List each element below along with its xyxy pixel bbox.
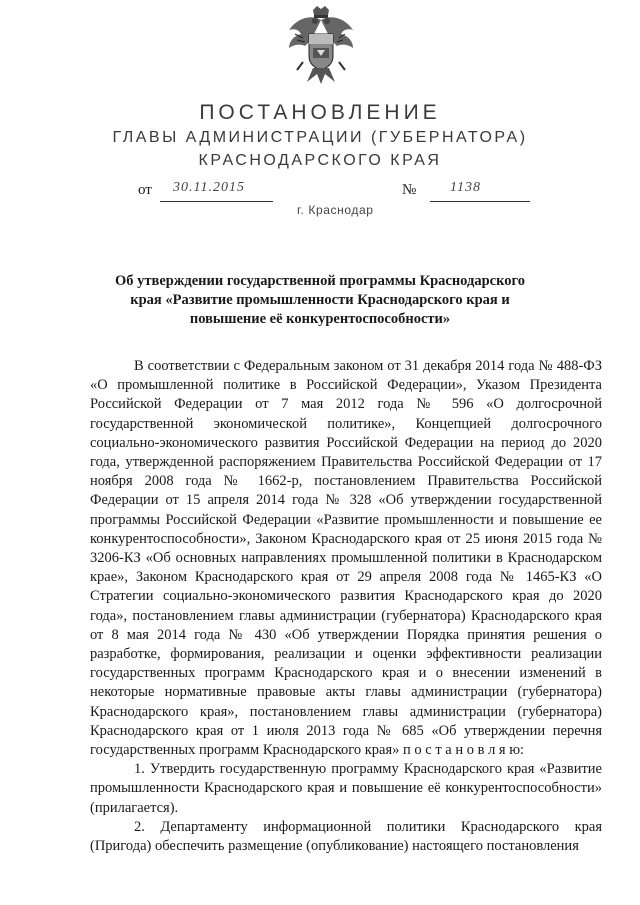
paragraph-item-1: 1. Утвердить государственную программу Краснодарского края «Развитие промышленности Краснодарского края и повышение её конкурентоспособности» (прилагается). [90, 761, 602, 816]
paragraph-item-2: 2. Департаменту информационной политики Краснодарского края (Пригода) обеспечить размещение (опубликование) настоящего постановления [90, 818, 602, 855]
number-underline [430, 201, 530, 202]
issuer-line-1: ГЛАВЫ АДМИНИСТРАЦИИ (ГУБЕРНАТОРА) [112, 129, 528, 146]
date-value: 30.11.2015 [173, 180, 245, 195]
issuer-line-2: КРАСНОДАРСКОГО КРАЯ [198, 152, 442, 169]
number-label: № [402, 182, 417, 198]
document-heading: Об утверждении государственной программы Краснодарского края «Развитие промышленности Краснодарского края и повышение её конкурентоспособности» [115, 273, 525, 327]
date-label: от [138, 182, 152, 198]
document-body [90, 357, 602, 856]
document-type-title: ПОСТАНОВЛЕНИЕ [199, 101, 441, 124]
coat-of-arms-emblem [283, 4, 359, 86]
date-underline [160, 201, 273, 202]
paragraph-preamble: В соответствии с Федеральным законом от 31 декабря 2014 года № 488-ФЗ «О промышленной политике в Российской Федерации», Указом Президента Российской Федерации от 7 мая 2012 года № 596 «О долгосрочной государственной экономической политике», Концепцией долгосрочного социально-экономического развития Российской Федерации на период до 2020 года, утвержденной распоряжением Правительства Российской Федерации от 17 ноября 2008 года № 1662-р, постановлением Правительства Российской Федерации от 15 апреля 2014 года № 328 «Об утверждении государственной программы Российской Федерации «Развитие промышленности и повышение ее конкурентоспособности», Законом Краснодарского края от 25 июня 2015 года № 3206-КЗ «Об основных направлениях промышленной политики в Краснодарском крае», Законом Краснодарского края от 29 апреля 2008 года № 1465-КЗ «О Стратегии социально-экономического развития Краснодарского края до 2020 года», постановлением главы администрации (губернатора) Краснодарского края от 8 мая 2014 года № 430 «Об утверждении Порядка принятия решения о разработке, формирования, реализации и оценки эффективности реализации государственных программ Краснодарского края и о внесении изменений в некоторые нормативные правовые акты главы администрации (губернатора) Краснодарского края», постановлением главы администрации (губернатора) Краснодарского края от 1 июля 2013 года № 685 «Об утверждении перечня государственных программ Краснодарского края» п о с т а н о в л я ю: [90, 358, 602, 759]
number-value: 1138 [450, 180, 481, 195]
city-label: г. Краснодар [297, 203, 374, 217]
